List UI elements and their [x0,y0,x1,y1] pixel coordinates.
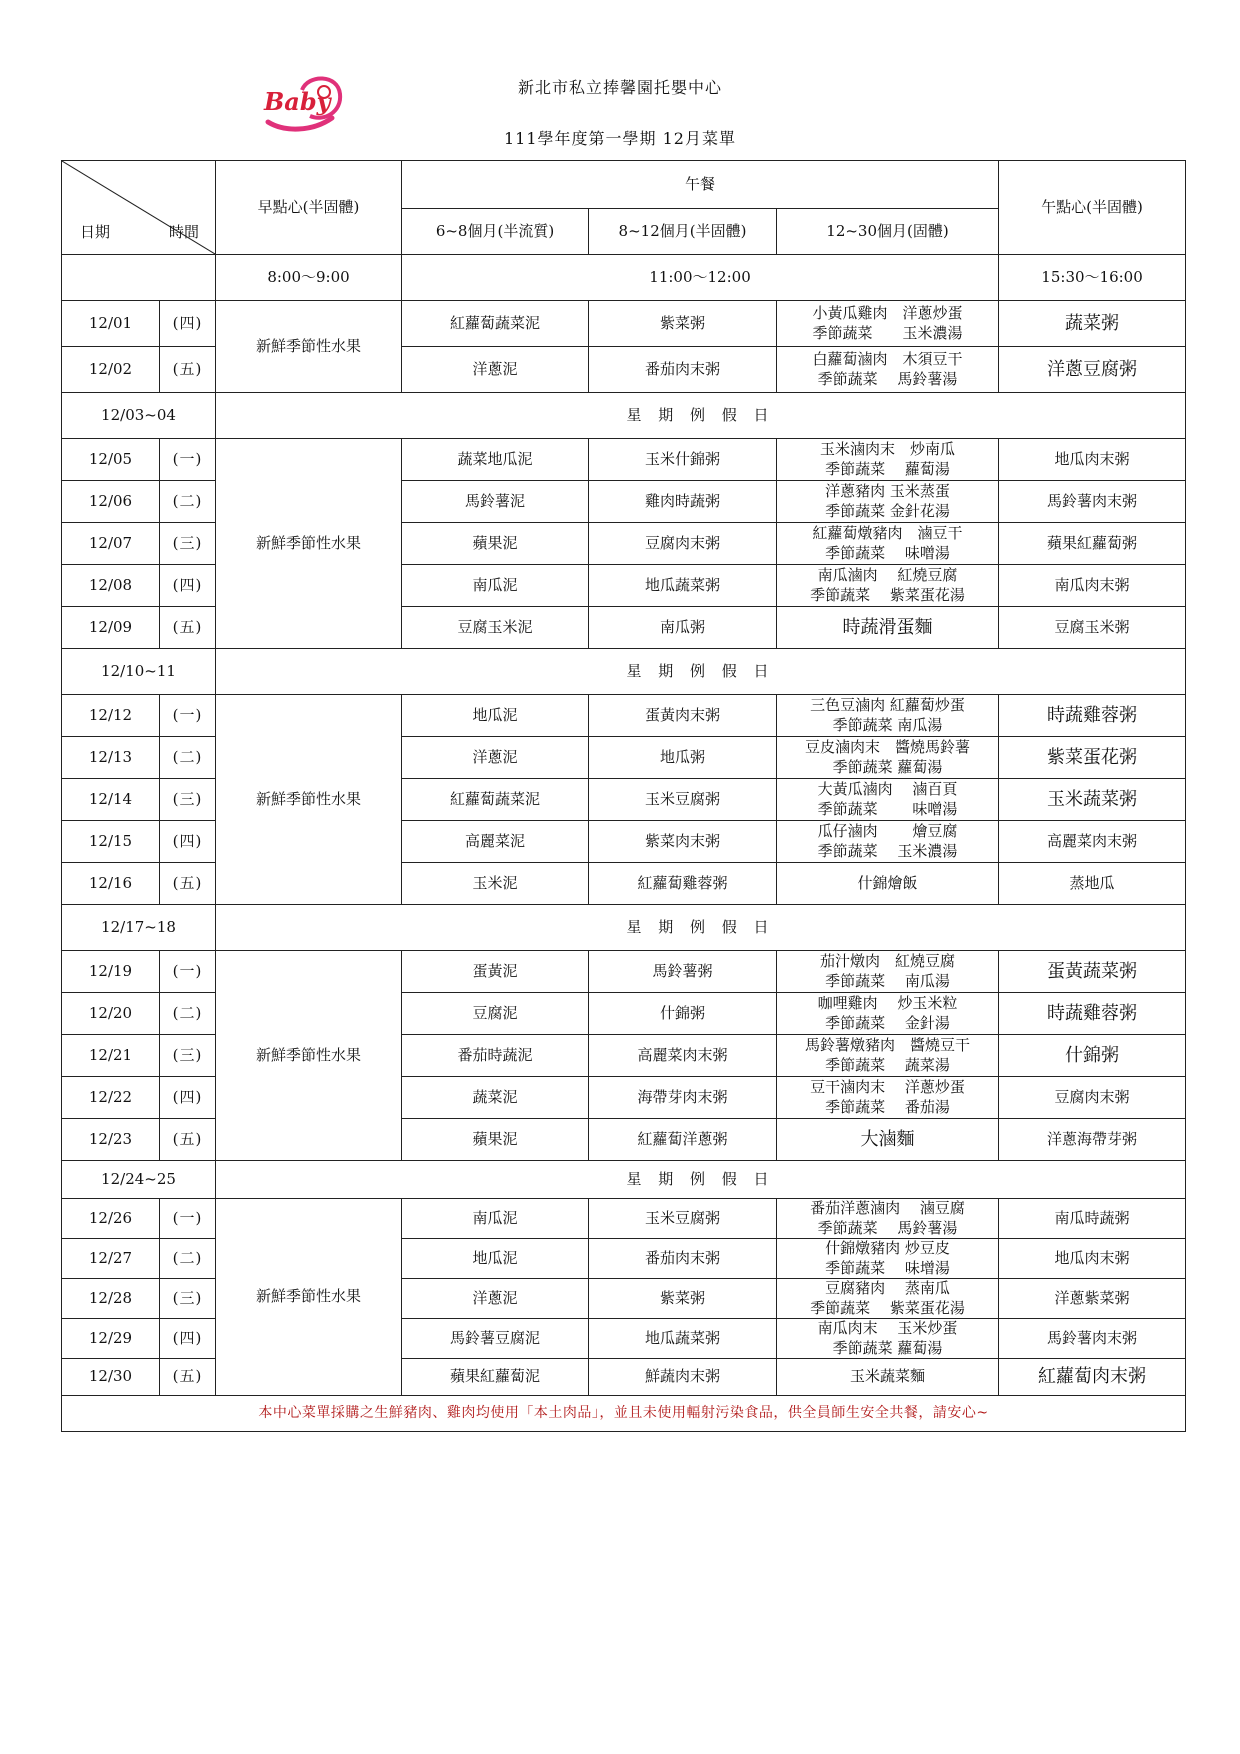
lunch-12-30-line-1: 什錦燉豬肉 炒豆皮 [825,1239,950,1257]
lunch-12-30-line-2: 季節蔬菜 玉米濃湯 [817,841,958,860]
lunch-12-30-header: 12~30個月(固體) [777,209,999,255]
menu-day-row [62,301,1186,347]
snack-dish: 蔬菜粥 [999,301,1186,347]
menu-day-row [62,951,1186,993]
lunch-header: 午餐 [402,161,999,209]
lunch-12-30-line-2: 季節蔬菜 蘿蔔湯 [832,1338,943,1357]
day-weekday: (四) [160,565,216,607]
lunch-time: 11:00～12:00 [402,255,999,301]
day-date: 12/12 [62,695,160,737]
lunch-12-30-dish: 大滷麵 [777,1119,999,1161]
lunch-12-30-line-1: 白蘿蔔滷肉 木須豆干 [812,350,963,368]
holiday-label: 星 期 例 假 日 [216,649,1186,695]
time-label: 時間 [168,223,199,241]
lunch-12-30-line-2: 季節蔬菜 紫菜蛋花湯 [810,585,965,604]
lunch-8-12-dish: 紫菜粥 [589,301,777,347]
day-weekday: (四) [160,821,216,863]
lunch-12-30-line-2: 季節蔬菜 蔬菜湯 [825,1055,950,1074]
lunch-12-30-dish [777,481,999,523]
lunch-12-30-dish [777,993,999,1035]
snack-dish: 時蔬雞蓉粥 [999,695,1186,737]
lunch-12-30-line-1: 玉米滷肉末 炒南瓜 [820,440,956,458]
lunch-8-12-dish: 蛋黃肉末粥 [589,695,777,737]
day-weekday: (五) [160,863,216,905]
menu-day-row [62,439,1186,481]
breakfast-fruit: 新鮮季節性水果 [216,301,402,393]
holiday-row [62,1161,1186,1199]
menu-day-row [62,695,1186,737]
lunch-12-30-line-2: 季節蔬菜 番茄湯 [825,1097,950,1116]
day-date: 12/22 [62,1077,160,1119]
snack-dish: 什錦粥 [999,1035,1186,1077]
lunch-8-12-dish: 海帶芽肉末粥 [589,1077,777,1119]
lunch-8-12-dish: 紫菜肉末粥 [589,821,777,863]
snack-dish: 玉米蔬菜粥 [999,779,1186,821]
day-date: 12/20 [62,993,160,1035]
day-date: 12/01 [62,301,160,347]
day-date: 12/09 [62,607,160,649]
lunch-12-30-dish [777,1199,999,1239]
holiday-label: 星 期 例 假 日 [216,1161,1186,1199]
lunch-12-30-dish [777,779,999,821]
day-date: 12/02 [62,347,160,393]
lunch-12-30-line-1: 馬鈴薯燉豬肉 醬燒豆干 [805,1036,971,1054]
lunch-8-12-dish: 高麗菜肉末粥 [589,1035,777,1077]
snack-dish: 豆腐肉末粥 [999,1077,1186,1119]
lunch-6-8-dish: 豆腐玉米泥 [402,607,589,649]
day-date: 12/26 [62,1199,160,1239]
snack-dish: 紅蘿蔔肉末粥 [999,1359,1186,1396]
snack-dish: 南瓜肉末粥 [999,565,1186,607]
lunch-12-30-line-2: 季節蔬菜 金針花湯 [825,501,950,520]
lunch-12-30-line-2: 季節蔬菜 南瓜湯 [825,971,950,990]
day-weekday: (三) [160,1279,216,1319]
lunch-6-8-dish: 豆腐泥 [402,993,589,1035]
holiday-date: 12/10~11 [62,649,216,695]
lunch-8-12-dish: 馬鈴薯粥 [589,951,777,993]
day-date: 12/19 [62,951,160,993]
lunch-12-30-line-1: 三色豆滷肉 紅蘿蔔炒蛋 [810,696,965,714]
lunch-12-30-line-2: 季節蔬菜 味噌湯 [817,799,958,818]
day-weekday: (三) [160,779,216,821]
lunch-8-12-dish: 南瓜粥 [589,607,777,649]
day-date: 12/08 [62,565,160,607]
lunch-6-8-dish: 洋蔥泥 [402,347,589,393]
menu-table [61,160,1186,1432]
lunch-12-30-line-2: 季節蔬菜 蘿蔔湯 [832,757,943,776]
holiday-row [62,649,1186,695]
holiday-date: 12/03~04 [62,393,216,439]
breakfast-fruit: 新鮮季節性水果 [216,695,402,905]
lunch-12-30-line-1: 南瓜滷肉 紅燒豆腐 [817,566,958,584]
time-row-spacer [62,255,216,301]
lunch-12-30-line-1: 洋蔥豬肉 玉米蒸蛋 [825,482,950,500]
lunch-12-30-dish [777,347,999,393]
lunch-12-30-line-1: 咖哩雞肉 炒玉米粒 [817,994,958,1012]
snack-dish: 高麗菜肉末粥 [999,821,1186,863]
snack-header: 午點心(半固體) [999,161,1186,255]
lunch-6-8-dish: 蘋果泥 [402,1119,589,1161]
breakfast-fruit: 新鮮季節性水果 [216,1199,402,1396]
lunch-8-12-header: 8~12個月(半固體) [589,209,777,255]
lunch-12-30-line-2: 季節蔬菜 味噌湯 [825,543,950,562]
day-date: 12/05 [62,439,160,481]
day-weekday: (四) [160,1077,216,1119]
day-weekday: (五) [160,607,216,649]
snack-dish: 地瓜肉末粥 [999,1239,1186,1279]
lunch-12-30-line-2: 季節蔬菜 馬鈴薯湯 [817,1218,958,1237]
lunch-12-30-dish: 什錦燴飯 [777,863,999,905]
lunch-8-12-dish: 什錦粥 [589,993,777,1035]
date-label: 日期 [80,223,111,241]
day-weekday: (四) [160,1319,216,1359]
holiday-label: 星 期 例 假 日 [216,905,1186,951]
snack-dish: 時蔬雞蓉粥 [999,993,1186,1035]
lunch-8-12-dish: 地瓜蔬菜粥 [589,565,777,607]
snack-dish: 洋蔥海帶芽粥 [999,1119,1186,1161]
breakfast-fruit: 新鮮季節性水果 [216,951,402,1161]
menu-day-row [62,1199,1186,1239]
lunch-6-8-dish: 高麗菜泥 [402,821,589,863]
snack-time: 15:30～16:00 [999,255,1186,301]
snack-dish: 豆腐玉米粥 [999,607,1186,649]
lunch-12-30-dish [777,1279,999,1319]
holiday-label: 星 期 例 假 日 [216,393,1186,439]
lunch-8-12-dish: 玉米什錦粥 [589,439,777,481]
lunch-12-30-dish [777,523,999,565]
snack-dish: 南瓜時蔬粥 [999,1199,1186,1239]
svg-text:Baby: Baby [264,87,331,116]
day-date: 12/23 [62,1119,160,1161]
lunch-12-30-line-2: 季節蔬菜 玉米濃湯 [812,323,963,342]
day-date: 12/06 [62,481,160,523]
snack-dish: 洋蔥豆腐粥 [999,347,1186,393]
lunch-12-30-line-2: 季節蔬菜 蘿蔔湯 [825,459,950,478]
lunch-12-30-dish [777,695,999,737]
lunch-12-30-dish [777,439,999,481]
lunch-8-12-dish: 紅蘿蔔雞蓉粥 [589,863,777,905]
lunch-12-30-dish [777,301,999,347]
lunch-6-8-dish: 蔬菜泥 [402,1077,589,1119]
day-weekday: (一) [160,439,216,481]
day-weekday: (二) [160,481,216,523]
lunch-12-30-line-1: 茄汁燉肉 紅燒豆腐 [820,952,956,970]
day-weekday: (五) [160,1119,216,1161]
snack-dish: 馬鈴薯肉末粥 [999,481,1186,523]
lunch-6-8-dish: 蛋黃泥 [402,951,589,993]
lunch-6-8-dish: 洋蔥泥 [402,737,589,779]
lunch-12-30-line-2: 季節蔬菜 馬鈴薯湯 [817,369,958,388]
notice-row [62,1396,1186,1432]
menu-title: 111學年度第一學期 12月菜單 [504,129,736,148]
day-date: 12/29 [62,1319,160,1359]
lunch-12-30-dish [777,821,999,863]
holiday-row [62,905,1186,951]
lunch-8-12-dish: 玉米豆腐粥 [589,1199,777,1239]
day-weekday: (一) [160,1199,216,1239]
day-date: 12/27 [62,1239,160,1279]
breakfast-header: 早點心(半固體) [216,161,402,255]
lunch-6-8-dish: 南瓜泥 [402,1199,589,1239]
lunch-6-8-dish: 蘋果紅蘿蔔泥 [402,1359,589,1396]
breakfast-time: 8:00～9:00 [216,255,402,301]
day-weekday: (一) [160,951,216,993]
lunch-8-12-dish: 玉米豆腐粥 [589,779,777,821]
lunch-12-30-line-2: 季節蔬菜 金針湯 [825,1013,950,1032]
day-date: 12/21 [62,1035,160,1077]
snack-dish: 蛋黃蔬菜粥 [999,951,1186,993]
snack-dish: 洋蔥紫菜粥 [999,1279,1186,1319]
day-date: 12/14 [62,779,160,821]
day-date: 12/15 [62,821,160,863]
day-weekday: (五) [160,1359,216,1396]
lunch-12-30-dish [777,1239,999,1279]
lunch-6-8-dish: 洋蔥泥 [402,1279,589,1319]
lunch-12-30-line-1: 豆干滷肉末 洋蔥炒蛋 [810,1078,965,1096]
lunch-8-12-dish: 紅蘿蔔洋蔥粥 [589,1119,777,1161]
holiday-date: 12/17~18 [62,905,216,951]
lunch-8-12-dish: 紫菜粥 [589,1279,777,1319]
day-date: 12/13 [62,737,160,779]
day-date: 12/28 [62,1279,160,1319]
day-date: 12/30 [62,1359,160,1396]
lunch-12-30-dish [777,565,999,607]
breakfast-fruit: 新鮮季節性水果 [216,439,402,649]
lunch-12-30-dish [777,1077,999,1119]
day-weekday: (四) [160,301,216,347]
lunch-6-8-dish: 番茄時蔬泥 [402,1035,589,1077]
day-date: 12/16 [62,863,160,905]
lunch-12-30-line-2: 季節蔬菜 味增湯 [825,1258,950,1277]
notice-text: 本中心菜單採購之生鮮豬肉、雞肉均使用「本土肉品」，並且未使用輻射污染食品，供全員師生安全共餐，請安心~ [62,1396,1186,1432]
snack-dish: 馬鈴薯肉末粥 [999,1319,1186,1359]
snack-dish: 蒸地瓜 [999,863,1186,905]
lunch-6-8-header: 6~8個月(半流質) [402,209,589,255]
lunch-8-12-dish: 地瓜粥 [589,737,777,779]
lunch-12-30-line-1: 豆皮滷肉末 醬燒馬鈴薯 [805,738,971,756]
lunch-12-30-line-1: 南瓜肉末 玉米炒蛋 [817,1319,958,1337]
lunch-12-30-dish [777,737,999,779]
day-weekday: (二) [160,1239,216,1279]
lunch-12-30-dish [777,1035,999,1077]
day-weekday: (三) [160,1035,216,1077]
day-weekday: (二) [160,993,216,1035]
day-weekday: (一) [160,695,216,737]
lunch-12-30-line-1: 豆腐豬肉 蒸南瓜 [825,1279,950,1297]
snack-dish: 紫菜蛋花粥 [999,737,1186,779]
day-weekday: (五) [160,347,216,393]
lunch-12-30-dish [777,951,999,993]
lunch-6-8-dish: 馬鈴薯泥 [402,481,589,523]
lunch-8-12-dish: 番茄肉末粥 [589,1239,777,1279]
lunch-6-8-dish: 蘋果泥 [402,523,589,565]
lunch-12-30-dish [777,1319,999,1359]
holiday-date: 12/24~25 [62,1161,216,1199]
school-name: 新北市私立捧馨園托嬰中心 [517,78,722,97]
lunch-12-30-line-1: 紅蘿蔔燉豬肉 滷豆干 [812,524,963,542]
holiday-row [62,393,1186,439]
lunch-12-30-line-1: 瓜仔滷肉 燴豆腐 [817,822,958,840]
date-time-header [62,161,216,255]
lunch-8-12-dish: 鮮蔬肉末粥 [589,1359,777,1396]
lunch-6-8-dish: 蔬菜地瓜泥 [402,439,589,481]
lunch-12-30-line-1: 大黃瓜滷肉 滷百頁 [817,780,958,798]
lunch-12-30-dish: 時蔬滑蛋麵 [777,607,999,649]
day-weekday: (三) [160,523,216,565]
lunch-6-8-dish: 紅蘿蔔蔬菜泥 [402,301,589,347]
lunch-12-30-line-2: 季節蔬菜 紫菜蛋花湯 [810,1298,965,1317]
snack-dish: 地瓜肉末粥 [999,439,1186,481]
lunch-12-30-line-1: 番茄洋蔥滷肉 滷豆腐 [810,1199,965,1217]
day-weekday: (二) [160,737,216,779]
snack-dish: 蘋果紅蘿蔔粥 [999,523,1186,565]
lunch-12-30-line-1: 小黃瓜雞肉 洋蔥炒蛋 [812,304,963,322]
lunch-6-8-dish: 南瓜泥 [402,565,589,607]
lunch-12-30-line-2: 季節蔬菜 南瓜湯 [832,715,943,734]
lunch-8-12-dish: 雞肉時蔬粥 [589,481,777,523]
lunch-6-8-dish: 紅蘿蔔蔬菜泥 [402,779,589,821]
lunch-8-12-dish: 地瓜蔬菜粥 [589,1319,777,1359]
lunch-6-8-dish: 地瓜泥 [402,695,589,737]
day-date: 12/07 [62,523,160,565]
lunch-8-12-dish: 豆腐肉末粥 [589,523,777,565]
lunch-6-8-dish: 地瓜泥 [402,1239,589,1279]
lunch-12-30-dish: 玉米蔬菜麵 [777,1359,999,1396]
lunch-6-8-dish: 馬鈴薯豆腐泥 [402,1319,589,1359]
lunch-6-8-dish: 玉米泥 [402,863,589,905]
lunch-8-12-dish: 番茄肉末粥 [589,347,777,393]
